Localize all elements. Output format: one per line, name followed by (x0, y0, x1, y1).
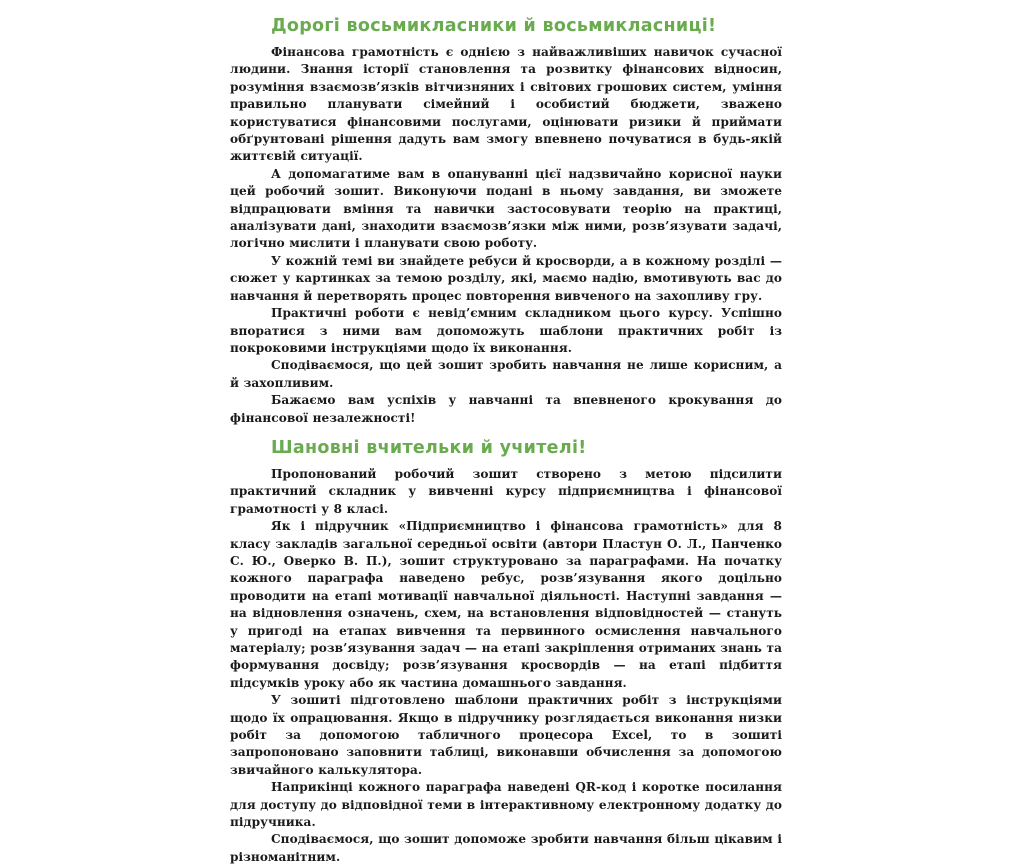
students-paragraph-1: Фінансова грамотність є однією з найважливіших навичок сучасної людини. Знання історії становлення та розвитку фінансових відносин, розуміння взаємозв’язків вітчизняних і світових грошових систем, уміння правильно планувати сімейний і особистий бюджети, зважено користуватися фінансовими послугами, оцінювати ризики й приймати обґрунтовані рішення дадуть вам змогу впевнено почуватися в будь-якій життєвій ситуації. (230, 45, 782, 164)
teachers-heading: Шановні вчительки й учителі! (271, 437, 587, 458)
teachers-paragraph-5: Сподіваємося, що зошит допоможе зробити навчання більш цікавим і різноманітним. (230, 832, 782, 864)
students-paragraph-6: Бажаємо вам успіхів у навчанні та впевненого крокування до фінансової незалежності! (230, 393, 782, 425)
students-paragraph-2: А допомагатиме вам в опануванні цієї надзвичайно корисної науки цей робочий зошит. Виконуючи подані в ньому завдання, ви зможете відпрацювати вміння та навички застосовувати теорію на практиці, аналізувати дані, знаходити взаємозв’язки між ними, розв’язувати задачі, логічно мислити і планувати свою роботу. (230, 166, 782, 251)
teachers-paragraph-2: Як і підручник «Підприємництво і фінансова грамотність» для 8 класу закладів загальної середньої освіти (автори Пластун О. Л., Панченко С. Ю., Оверко В. П.), зошит структуровано за параграфами. На початку кожного параграфа наведено ребус, розв’язування якого доцільно проводити на етапі мотивації навчальної діяльності. Наступні завдання — на відновлення означень, схем, на встановлення відповідностей — стануть у пригоді на етапах вивчення та первинного осмислення навчального матеріалу; розв’язування задач — на етапі закріплення отриманих знань та формування досвіду; розв’язування кросвордів — на етапі підбиття підсумків уроку або як частина домашнього завдання. (230, 519, 782, 690)
teachers-paragraph-4: Наприкінці кожного параграфа наведені QR-код і коротке посилання для доступу до відповідної теми в інтерактивному електронному додатку до підручника. (230, 780, 782, 830)
page-content (230, 14, 782, 866)
students-paragraph-3: У кожній темі ви знайдете ребуси й кросворди, а в кожному розділі — сюжет у картинках за темою розділу, які, маємо надію, вмотивують вас до навчання й перетворять процес повторення вивченого на захопливу гру. (230, 253, 782, 303)
teachers-paragraph-3: У зошиті підготовлено шаблони практичних робіт з інструкціями щодо їх опрацювання. Якщо в підручнику розглядається виконання низки робіт за допомогою табличного процесора Excel, то в зошиті запропоновано заповнити таблиці, виконавши обчислення за допомогою звичайного калькулятора. (230, 693, 782, 777)
students-heading: Дорогі восьмикласники й восьмикласниці! (271, 16, 717, 36)
students-paragraph-4: Практичні роботи є невід’ємним складником цього курсу. Успішно впоратися з ними вам допоможуть шаблони практичних робіт із покроковими інструкціями щодо їх виконання. (230, 306, 782, 355)
students-paragraph-5: Сподіваємося, що цей зошит зробить навчання не лише корисним, а й захопливим. (230, 358, 782, 390)
teachers-paragraph-1: Пропонований робочий зошит створено з метою підсилити практичний складник у вивченні курсу підприємництва і фінансової грамотності у 8 класі. (230, 466, 782, 516)
